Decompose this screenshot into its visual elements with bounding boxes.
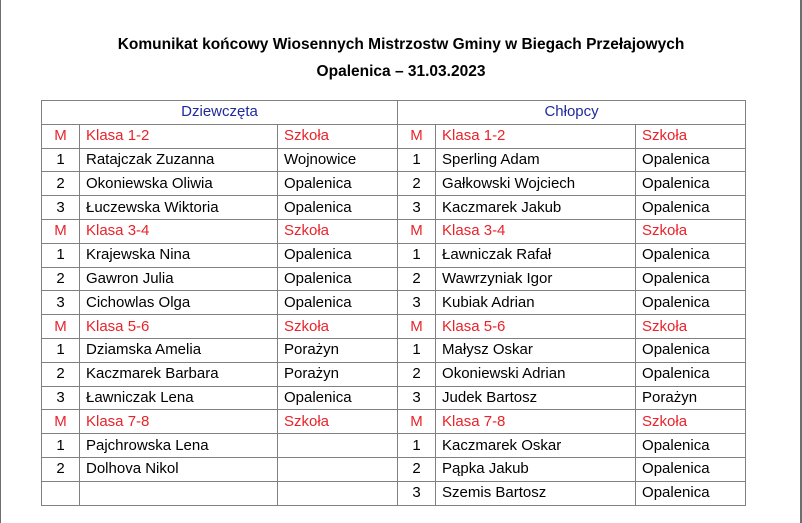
- girls-school-cell: Opalenica: [278, 267, 398, 291]
- boys-name-cell: Judek Bartosz: [436, 386, 636, 410]
- girls-place-cell: M: [42, 124, 80, 148]
- girls-name-cell: Gawron Julia: [80, 267, 278, 291]
- girls-school-cell: Opalenica: [278, 386, 398, 410]
- girls-school-cell: Porażyn: [278, 338, 398, 362]
- boys-place-cell: M: [398, 124, 436, 148]
- boys-school-cell: Szkoła: [636, 219, 746, 243]
- girls-school-cell: Szkoła: [278, 410, 398, 434]
- girls-school-cell: Szkoła: [278, 124, 398, 148]
- girls-school-cell: [278, 457, 398, 481]
- boys-name-cell: Pąpka Jakub: [436, 457, 636, 481]
- result-row: [42, 481, 746, 505]
- girls-place-cell: 3: [42, 386, 80, 410]
- girls-place-cell: 2: [42, 267, 80, 291]
- boys-school-cell: Porażyn: [636, 386, 746, 410]
- boys-school-cell: Szkoła: [636, 315, 746, 339]
- result-row: [42, 362, 746, 386]
- group-girls-label: Dziewczęta: [42, 101, 398, 125]
- boys-place-cell: 3: [398, 481, 436, 505]
- boys-name-cell: Klasa 5-6: [436, 315, 636, 339]
- results-table: [41, 100, 746, 506]
- girls-school-cell: [278, 434, 398, 458]
- result-row: [42, 338, 746, 362]
- boys-name-cell: Okoniewski Adrian: [436, 362, 636, 386]
- boys-place-cell: 2: [398, 362, 436, 386]
- boys-name-cell: Kaczmarek Oskar: [436, 434, 636, 458]
- girls-name-cell: Pajchrowska Lena: [80, 434, 278, 458]
- boys-name-cell: Małysz Oskar: [436, 338, 636, 362]
- girls-place-cell: M: [42, 315, 80, 339]
- girls-school-cell: Opalenica: [278, 243, 398, 267]
- boys-place-cell: M: [398, 219, 436, 243]
- boys-school-cell: Opalenica: [636, 362, 746, 386]
- boys-name-cell: Ławniczak Rafał: [436, 243, 636, 267]
- result-row: [42, 172, 746, 196]
- boys-place-cell: 1: [398, 338, 436, 362]
- boys-name-cell: Kubiak Adrian: [436, 291, 636, 315]
- boys-place-cell: 3: [398, 196, 436, 220]
- boys-school-cell: Opalenica: [636, 267, 746, 291]
- boys-school-cell: Opalenica: [636, 338, 746, 362]
- girls-name-cell: Klasa 5-6: [80, 315, 278, 339]
- boys-name-cell: Szemis Bartosz: [436, 481, 636, 505]
- result-row: [42, 386, 746, 410]
- boys-school-cell: Opalenica: [636, 434, 746, 458]
- boys-place-cell: 1: [398, 243, 436, 267]
- girls-name-cell: Okoniewska Oliwia: [80, 172, 278, 196]
- boys-school-cell: Opalenica: [636, 172, 746, 196]
- boys-place-cell: 2: [398, 267, 436, 291]
- girls-school-cell: [278, 481, 398, 505]
- girls-name-cell: Klasa 3-4: [80, 219, 278, 243]
- class-header-row: [42, 315, 746, 339]
- girls-place-cell: 2: [42, 362, 80, 386]
- girls-place-cell: M: [42, 410, 80, 434]
- girls-school-cell: Opalenica: [278, 196, 398, 220]
- girls-name-cell: Łuczewska Wiktoria: [80, 196, 278, 220]
- boys-place-cell: M: [398, 410, 436, 434]
- girls-name-cell: Cichowlas Olga: [80, 291, 278, 315]
- boys-place-cell: 3: [398, 291, 436, 315]
- girls-place-cell: 1: [42, 338, 80, 362]
- girls-school-cell: Wojnowice: [278, 148, 398, 172]
- boys-school-cell: Opalenica: [636, 481, 746, 505]
- boys-place-cell: M: [398, 315, 436, 339]
- girls-place-cell: 3: [42, 291, 80, 315]
- boys-name-cell: Klasa 1-2: [436, 124, 636, 148]
- boys-name-cell: Klasa 7-8: [436, 410, 636, 434]
- girls-name-cell: Ławniczak Lena: [80, 386, 278, 410]
- boys-name-cell: Kaczmarek Jakub: [436, 196, 636, 220]
- girls-place-cell: 2: [42, 457, 80, 481]
- result-row: [42, 243, 746, 267]
- result-row: [42, 457, 746, 481]
- boys-place-cell: 3: [398, 386, 436, 410]
- girls-place-cell: 1: [42, 148, 80, 172]
- boys-place-cell: 2: [398, 457, 436, 481]
- girls-name-cell: Klasa 7-8: [80, 410, 278, 434]
- girls-school-cell: Szkoła: [278, 219, 398, 243]
- girls-place-cell: 2: [42, 172, 80, 196]
- result-row: [42, 434, 746, 458]
- girls-place-cell: 3: [42, 196, 80, 220]
- result-row: [42, 196, 746, 220]
- boys-place-cell: 2: [398, 172, 436, 196]
- girls-place-cell: [42, 481, 80, 505]
- boys-name-cell: Gałkowski Wojciech: [436, 172, 636, 196]
- result-row: [42, 148, 746, 172]
- class-header-row: [42, 219, 746, 243]
- girls-school-cell: Opalenica: [278, 291, 398, 315]
- boys-school-cell: Opalenica: [636, 196, 746, 220]
- girls-place-cell: 1: [42, 434, 80, 458]
- boys-school-cell: Opalenica: [636, 457, 746, 481]
- page-subtitle: Opalenica – 31.03.2023: [316, 63, 486, 80]
- girls-name-cell: Krajewska Nina: [80, 243, 278, 267]
- group-boys-label: Chłopcy: [398, 101, 746, 125]
- boys-place-cell: 1: [398, 434, 436, 458]
- girls-name-cell: Klasa 1-2: [80, 124, 278, 148]
- boys-name-cell: Wawrzyniak Igor: [436, 267, 636, 291]
- boys-name-cell: Sperling Adam: [436, 148, 636, 172]
- girls-school-cell: Porażyn: [278, 362, 398, 386]
- boys-school-cell: Opalenica: [636, 243, 746, 267]
- girls-place-cell: M: [42, 219, 80, 243]
- boys-name-cell: Klasa 3-4: [436, 219, 636, 243]
- girls-name-cell: Kaczmarek Barbara: [80, 362, 278, 386]
- girls-name-cell: Ratajczak Zuzanna: [80, 148, 278, 172]
- boys-school-cell: Szkoła: [636, 410, 746, 434]
- class-header-row: [42, 410, 746, 434]
- girls-name-cell: [80, 481, 278, 505]
- girls-place-cell: 1: [42, 243, 80, 267]
- boys-place-cell: 1: [398, 148, 436, 172]
- boys-school-cell: Opalenica: [636, 291, 746, 315]
- page-title: Komunikat końcowy Wiosennych Mistrzostw Gminy w Biegach Przełajowych: [117, 36, 685, 53]
- boys-school-cell: Opalenica: [636, 148, 746, 172]
- girls-school-cell: Opalenica: [278, 172, 398, 196]
- girls-name-cell: Dziamska Amelia: [80, 338, 278, 362]
- group-header-row: [42, 101, 746, 125]
- girls-school-cell: Szkoła: [278, 315, 398, 339]
- class-header-row: [42, 124, 746, 148]
- result-row: [42, 291, 746, 315]
- results-table-body: [42, 101, 746, 506]
- boys-school-cell: Szkoła: [636, 124, 746, 148]
- girls-name-cell: Dolhova Nikol: [80, 457, 278, 481]
- result-row: [42, 267, 746, 291]
